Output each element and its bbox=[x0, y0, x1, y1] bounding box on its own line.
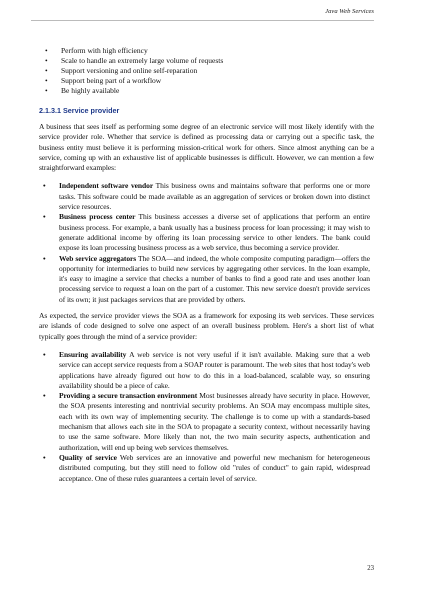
item-term: Ensuring availability bbox=[59, 349, 127, 359]
item-term: Business process center bbox=[59, 212, 136, 222]
intro-paragraph: A business that sees itself as performing some degree of an electronic service will most likely identify with the service provider role. Whether that service is defined as processing data or carrying out a specific task, the business entity must believe it is performing mission-critical work for others. Since almost anything can be a service, coming up with an exhaustive list of applicable businesses is difficult. However, we can mention a few straightforward examples: bbox=[39, 122, 374, 173]
provider-view-paragraph: As expected, the service provider views the SOA as a framework for exposing its web services. These services are islands of code designed to solve one aspect of an overall business problem. Here's a short list of what typically goes through the mind of a service provider: bbox=[39, 311, 374, 341]
item-term: Providing a secure transaction environment bbox=[59, 391, 198, 401]
item-text: A web service is not very useful if it isn't available. Making sure that a web service can accept service requests from a SOAP router is paramount. The web sites that host today's web applications have already figured out how to do this in a load-balanced, scalable way, so ensuring availability should be a piece of cake. bbox=[59, 349, 370, 390]
item-text: The SOA—and indeed, the whole composite computing paradigm—offers the opportunity for intermediaries to build new services by aggregating other services. In the loan example, it's easy to imagine a service that checks a number of banks to find a good rate and uses another loan processing service to request a loan on the part of a customer. This new service doesn't provide services of its own; it just packages services that are provided by others. bbox=[59, 253, 370, 304]
page-content bbox=[39, 46, 374, 484]
list-item bbox=[39, 212, 374, 253]
list-item: • Scale to handle an extremely large volume of requests bbox=[39, 56, 374, 66]
list-item: • Be highly available bbox=[39, 86, 374, 96]
capability-list bbox=[39, 46, 374, 96]
running-header: Java Web Services bbox=[325, 8, 374, 15]
list-item: • Perform with high efficiency bbox=[39, 46, 374, 56]
list-item bbox=[39, 350, 374, 391]
provider-concerns-list bbox=[39, 350, 374, 484]
provider-examples-list bbox=[39, 181, 374, 305]
list-item: • Support being part of a workflow bbox=[39, 76, 374, 86]
item-term: Web service aggregators bbox=[59, 253, 137, 263]
header-rule bbox=[31, 20, 374, 21]
item-text: Most businesses already have security in place. However, the SOA presents interesting and nontrivial security problems. An SOA may encompass multiple sites, each with its own way of implementing security. The challenge is to come up with a standards-based mechanism that allows each site in the SOA to propagate a security context, without necessarily having to use the same software. More likely than not, the two main security aspects, authentication and authorization, will end up being web services themselves. bbox=[59, 391, 370, 452]
list-item bbox=[39, 453, 374, 484]
item-text: This business owns and maintains software that performs one or more tasks. This software could be made available as an aggregation of services or broken down into distinct service resources. bbox=[59, 181, 370, 212]
list-item: • Support versioning and online self-reparation bbox=[39, 66, 374, 76]
item-text: This business accesses a diverse set of applications that perform an entire business process. For example, a bank usually has a business process for loan processing; it may wish to generate additional income by offering its loan processing service to other lenders. The bank could expose its loan processing business process as a web service, thus becoming a service provider. bbox=[59, 212, 370, 253]
list-item bbox=[39, 254, 374, 305]
item-term: Quality of service bbox=[59, 452, 117, 462]
page-number: 23 bbox=[367, 565, 374, 572]
list-item bbox=[39, 391, 374, 453]
list-item bbox=[39, 181, 374, 212]
item-text: Web services are an innovative and powerful new mechanism for heterogeneous distributed computing, but they still need to follow old "rules of conduct" to gain rapid, widespread acceptance. One of these rules guarantees a certain level of service. bbox=[59, 452, 371, 483]
section-heading: 2.1.3.1 Service provider bbox=[39, 106, 120, 115]
item-term: Independent software vendor bbox=[59, 181, 154, 191]
